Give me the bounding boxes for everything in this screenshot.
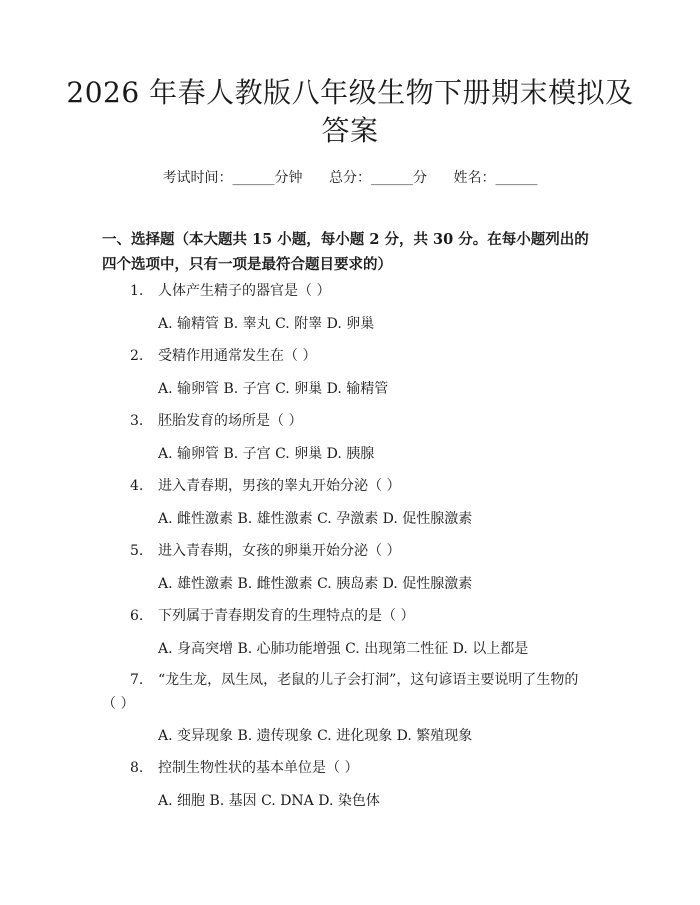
question-stem: 控制生物性状的基本单位是（ ） [158, 760, 359, 776]
question-number: 8. [130, 760, 144, 776]
total-score-field: 总分：______分 [329, 170, 427, 186]
question-stem: 受精作用通常发生在（ ） [158, 348, 317, 364]
section-heading: 一、选择题（本大题共 15 小题，每小题 2 分，共 30 分。在每小题列出的四个选项中，只有一项是最符合题目要求的） [102, 231, 589, 273]
question-number: 7. [130, 672, 144, 688]
exam-meta-line [0, 168, 700, 188]
question-stem: 下列属于青春期发育的生理特点的是（ ） [158, 608, 415, 624]
question-stem: 胚胎发育的场所是（ ） [158, 413, 303, 429]
question-3-options: A. 输卵管 B. 子宫 C. 卵巢 D. 胰腺 [158, 446, 375, 462]
document-title: 2026 年春人教版八年级生物下册期末模拟及答案 [66, 76, 634, 147]
question-number: 6. [130, 608, 144, 624]
question-number: 5. [130, 543, 144, 559]
question-4-options: A. 雌性激素 B. 雄性激素 C. 孕激素 D. 促性腺激素 [158, 511, 473, 527]
question-5-options: A. 雄性激素 B. 雌性激素 C. 胰岛素 D. 促性腺激素 [158, 576, 473, 592]
question-6-options: A. 身高突增 B. 心肺功能增强 C. 出现第二性征 D. 以上都是 [158, 641, 529, 657]
question-1-options: A. 输精管 B. 睾丸 C. 附睾 D. 卵巢 [158, 316, 375, 332]
question-stem-continuation: （ ） [102, 696, 135, 712]
question-stem: 进入青春期，女孩的卵巢开始分泌（ ） [158, 543, 401, 559]
question-stem: 人体产生精子的器官是（ ） [158, 283, 331, 299]
question-7-options: A. 变异现象 B. 遗传现象 C. 进化现象 D. 繁殖现象 [158, 728, 473, 744]
question-2-options: A. 输卵管 B. 子宫 C. 卵巢 D. 输精管 [158, 381, 389, 397]
student-name-field: 姓名：______ [453, 170, 538, 186]
exam-time-field: 考试时间：______分钟 [162, 170, 303, 186]
question-8-options: A. 细胞 B. 基因 C. DNA D. 染色体 [158, 793, 380, 809]
question-stem: 进入青春期，男孩的睾丸开始分泌（ ） [158, 478, 401, 494]
question-number: 1. [130, 283, 144, 299]
question-number: 2. [130, 348, 144, 364]
question-number: 4. [130, 478, 144, 494]
question-number: 3. [130, 413, 144, 429]
question-stem: “龙生龙，凤生凤，老鼠的儿子会打洞”，这句谚语主要说明了生物的 [158, 672, 579, 688]
